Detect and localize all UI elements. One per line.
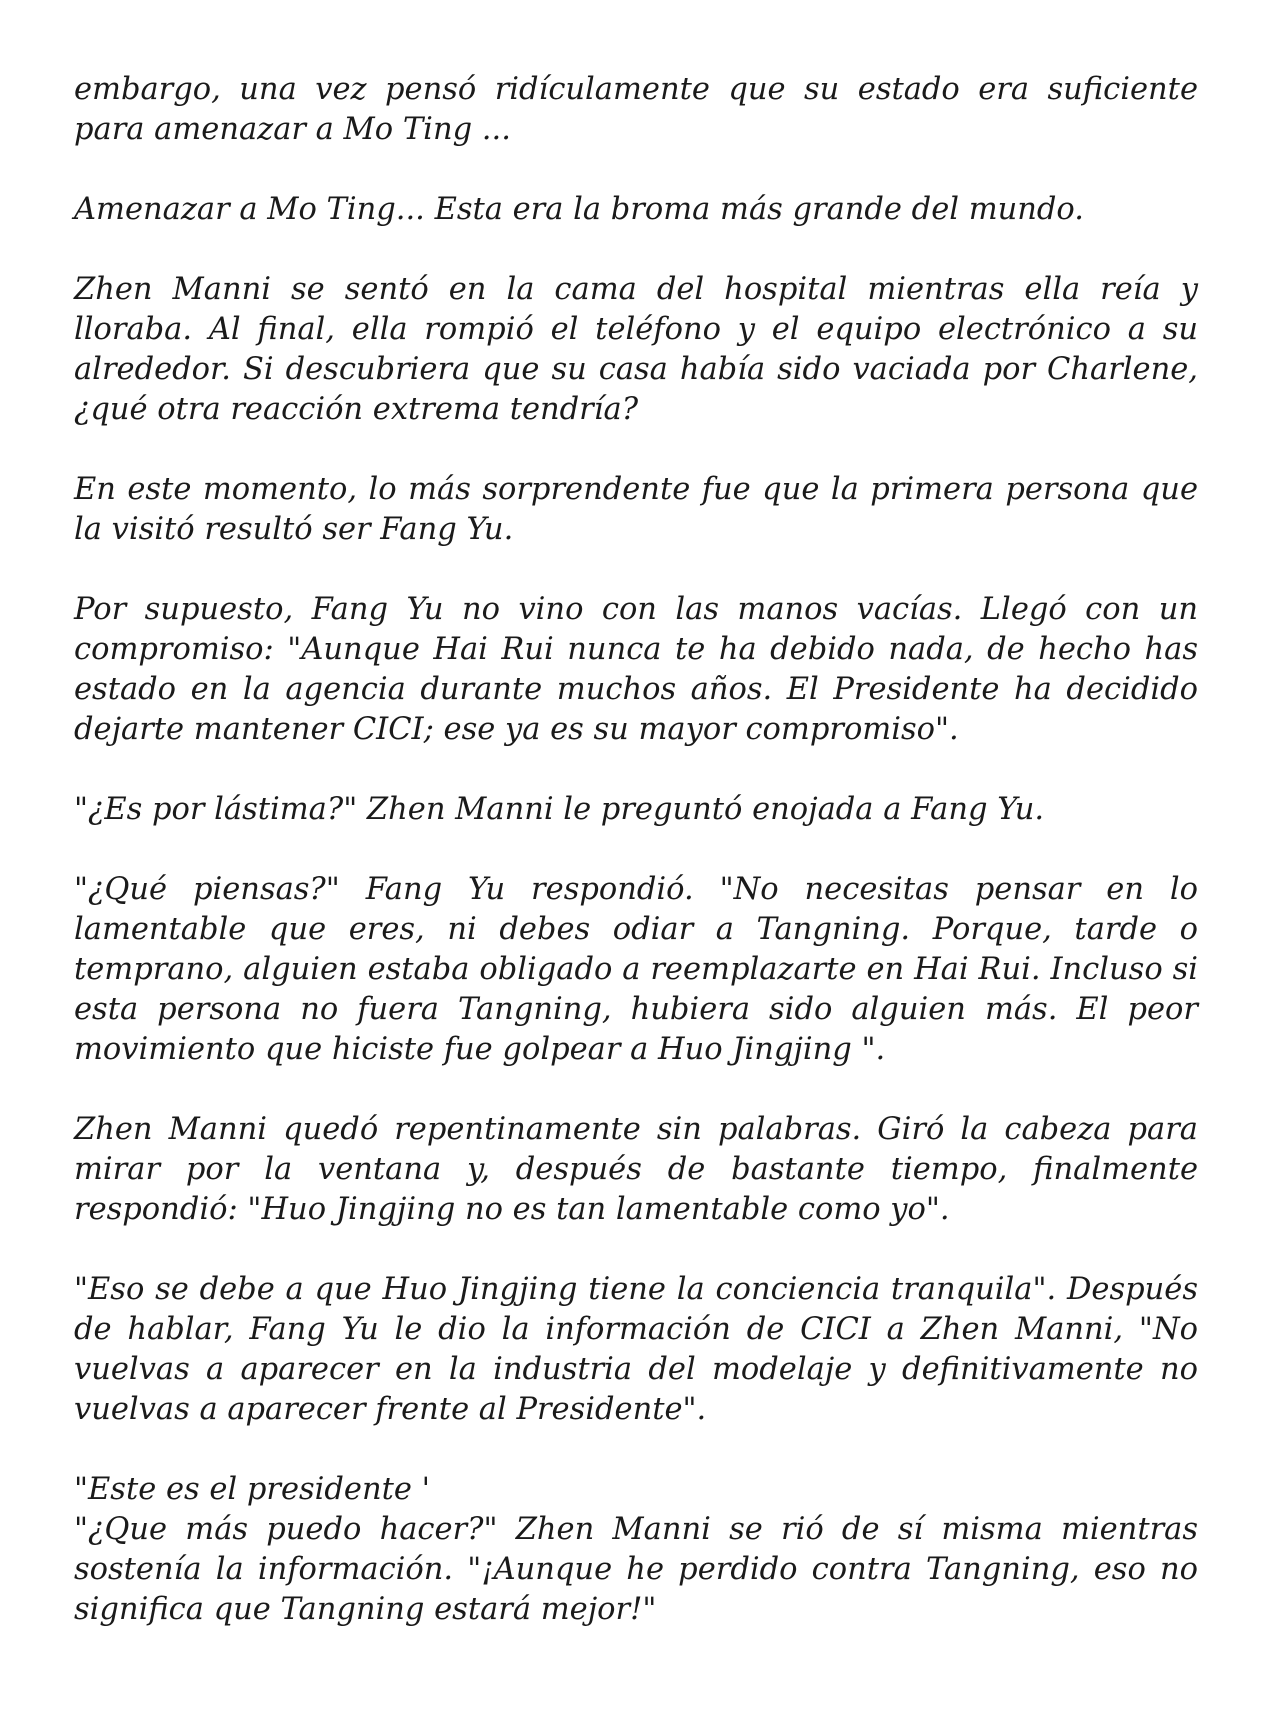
paragraph-11: "¿Que más puedo hacer?" Zhen Manni se rió de sí misma mientras sostenía la información. "¡Aunque he perdido contra Tangning, eso no significa que Tangning estará mejor!" — [74, 1512, 1198, 1627]
paragraph-9: "Eso se debe a que Huo Jingjing tiene la conciencia tranquila". Después de hablar, Fang Yu le dio la información de CICI a Zhen Manni, "No vuelvas a aparecer en la industria del modelaje y definitivamente no vuelvas a aparecer frente al Presidente". — [74, 1272, 1198, 1427]
paragraph-4: En este momento, lo más sorprendente fue que la primera persona que la visitó resultó ser Fang Yu. — [74, 472, 1198, 547]
paragraph-8: Zhen Manni quedó repentinamente sin palabras. Giró la cabeza para mirar por la ventana y, después de bastante tiempo, finalmente respondió: "Huo Jingjing no es tan lamentable como yo". — [74, 1112, 1198, 1227]
paragraph-10: "Este es el presidente ' — [74, 1472, 431, 1507]
paragraph-3: Zhen Manni se sentó en la cama del hospital mientras ella reía y lloraba. Al final, ella rompió el teléfono y el equipo electrónico a su alrededor. Si descubriera que su casa había sido vaciada por Charlene, ¿qué otra reacción extrema tendría? — [74, 272, 1198, 427]
paragraph-7: "¿Qué piensas?" Fang Yu respondió. "No necesitas pensar en lo lamentable que eres, ni debes odiar a Tangning. Porque, tarde o temprano, alguien estaba obligado a reemplazarte en Hai Rui. Incluso si esta persona no fuera Tangning, hubiera sido alguien más. El peor movimiento que hiciste fue golpear a Huo Jingjing ". — [74, 872, 1198, 1067]
paragraph-5: Por supuesto, Fang Yu no vino con las manos vacías. Llegó con un compromiso: "Aunque Hai Rui nunca te ha debido nada, de hecho has estado en la agencia durante muchos años. El Presidente ha decidido dejarte mantener CICI; ese ya es su mayor compromiso". — [74, 592, 1198, 747]
document-page — [74, 70, 1198, 1670]
paragraph-2: Amenazar a Mo Ting... Esta era la broma más grande del mundo. — [74, 192, 1084, 227]
paragraph-1: embargo, una vez pensó ridículamente que su estado era suficiente para amenazar a Mo Ting ... — [74, 72, 1198, 147]
paragraph-6: "¿Es por lástima?" Zhen Manni le preguntó enojada a Fang Yu. — [74, 792, 1045, 827]
